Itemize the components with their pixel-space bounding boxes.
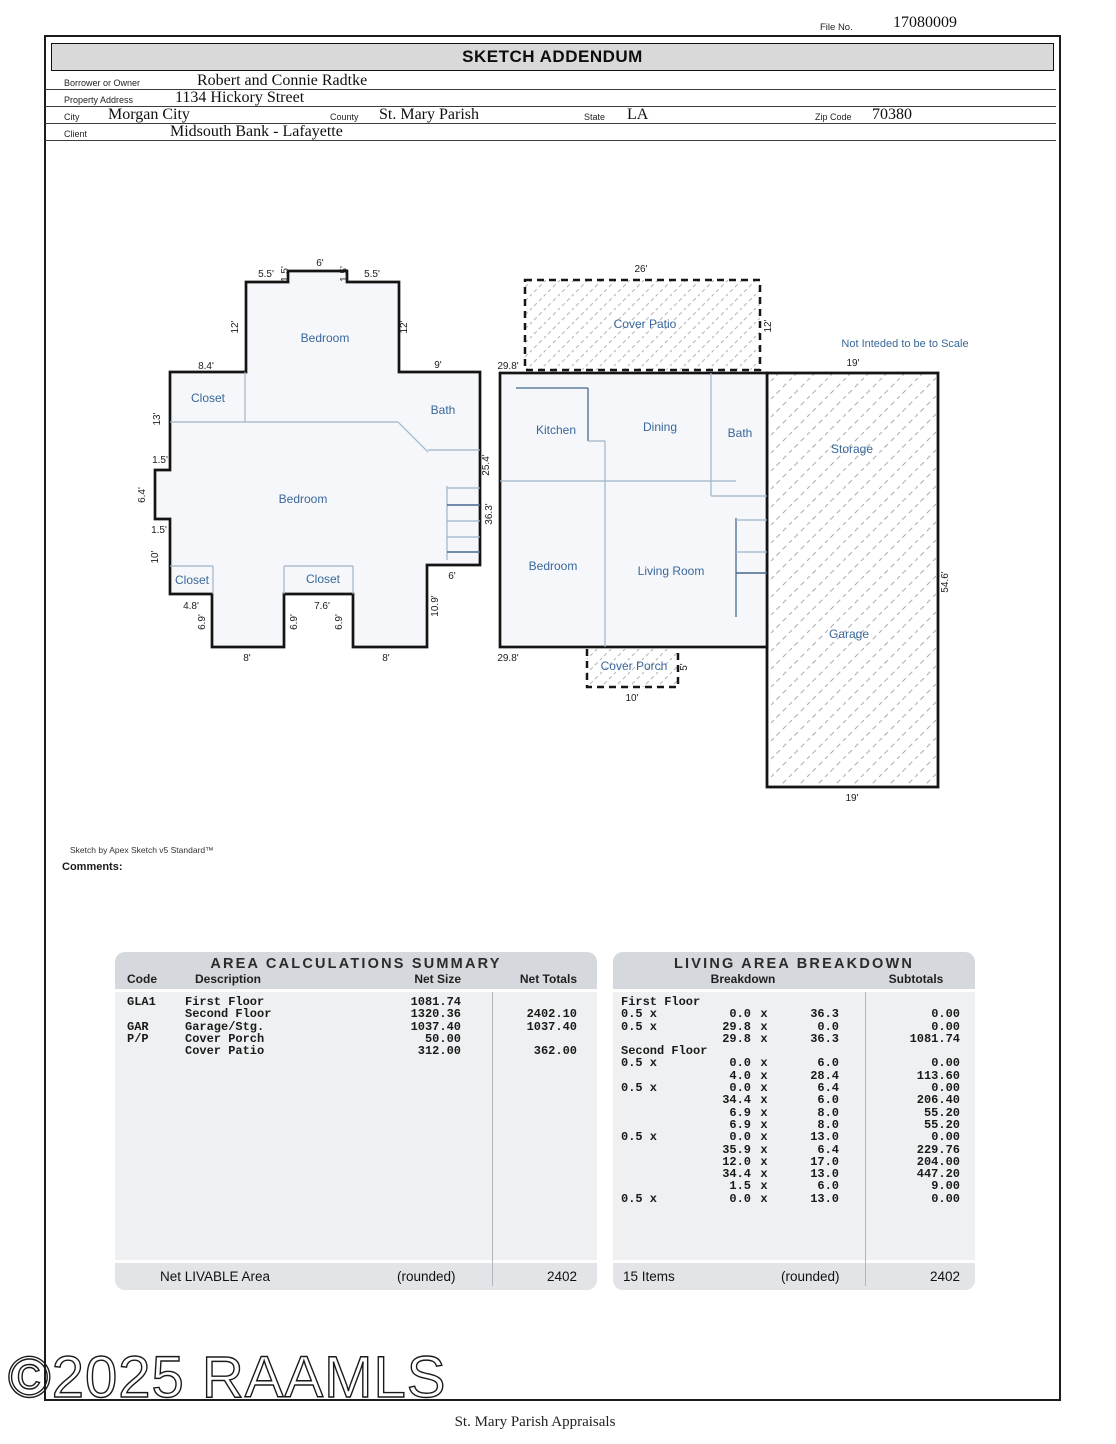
borrower-value: Robert and Connie Radtke (197, 72, 368, 89)
dimension-label: 13' (152, 412, 163, 426)
breakdown-table-row: 6.9 x 8.0 55.20 (729, 1105, 960, 1120)
room-label: Closet (305, 572, 341, 586)
room-label: Cover Porch (600, 659, 668, 673)
breakdown-table-title: LIVING AREA BREAKDOWN (673, 956, 915, 972)
breakdown-table-footer (613, 1263, 975, 1290)
dimension-label: 19' (846, 358, 860, 369)
floor-plan-second-floor (155, 271, 480, 647)
breakdown-table-row: 0.5 x 0.0 x 6.4 0.00 (621, 1081, 960, 1096)
county-value: St. Mary Parish (379, 106, 479, 123)
breakdown-section-header: Second Floor (621, 1044, 708, 1059)
room-label: Bath (727, 426, 753, 440)
page-title: SKETCH ADDENDUM (462, 47, 643, 66)
floor-plan-first-floor (500, 373, 767, 647)
dimension-label: 54.6' (940, 571, 951, 593)
comments-label: Comments: (62, 861, 123, 873)
dimension-label: 1.5' (151, 525, 167, 536)
file-no-label: File No. (820, 22, 853, 33)
dimension-label: 10' (150, 550, 161, 564)
dimension-label: 5.5' (258, 269, 274, 280)
room-label: Cover Patio (613, 317, 677, 331)
dimension-label: 6.9' (197, 614, 208, 630)
area-table-row: GLA1 First Floor 1081.74 (127, 995, 461, 1009)
col-breakdown: Breakdown (710, 972, 776, 986)
borrower-label: Borrower or Owner (64, 78, 141, 88)
area-table-row: GAR Garage/Stg. 1037.40 1037.40 (127, 1019, 577, 1034)
living-area-breakdown-table (613, 952, 975, 1290)
area-calculations-table (115, 952, 597, 1290)
breakdown-total: 2402 (929, 1269, 960, 1284)
dimension-label: 12' (230, 320, 241, 334)
not-to-scale-note: Not Inteded to be to Scale (841, 338, 969, 350)
dimension-label: 6.4' (137, 487, 148, 503)
dimension-label: 4.8' (183, 601, 199, 612)
breakdown-table-row: 35.9 x 6.4 229.76 (722, 1142, 960, 1157)
zip-label: Zip Code (815, 112, 852, 122)
breakdown-table-body (613, 992, 975, 1260)
breakdown-table-row: 1.5 x 6.0 9.00 (729, 1179, 960, 1194)
breakdown-table-row: 0.5 x 0.0 x 36.3 0.00 (621, 1007, 960, 1022)
breakdown-table-row: 0.5 x 0.0 x 13.0 0.00 (621, 1191, 960, 1206)
col-description: Description (195, 972, 262, 986)
dimension-label: 6' (316, 258, 324, 269)
breakdown-table-row: 29.8 x 36.3 1081.74 (722, 1031, 960, 1046)
address-label: Property Address (64, 95, 134, 105)
col-code: Code (127, 972, 157, 986)
items-count: 15 Items (623, 1269, 675, 1284)
client-label: Client (64, 129, 88, 139)
breakdown-table-row: 6.9 x 8.0 55.20 (729, 1117, 960, 1132)
dimension-label: 10' (625, 693, 639, 704)
document-footer: St. Mary Parish Appraisals (454, 1414, 616, 1430)
dimension-label: 19' (845, 793, 859, 804)
rounded-label: (rounded) (397, 1269, 456, 1284)
column-divider (865, 992, 866, 1286)
area-table-footer (115, 1263, 597, 1290)
col-net-totals: Net Totals (519, 972, 577, 986)
room-label: Bath (430, 403, 456, 417)
room-label: Closet (190, 391, 226, 405)
dimension-label: 1.5' (280, 266, 291, 282)
room-label: Storage (830, 442, 874, 456)
dimension-label: 12' (763, 319, 774, 333)
room-label: Bedroom (300, 331, 350, 345)
area-table-title: AREA CALCULATIONS SUMMARY (210, 956, 502, 972)
breakdown-table-row: 0.5 x 29.8 x 0.0 0.00 (621, 1019, 960, 1034)
net-livable-label: Net LIVABLE Area (160, 1269, 271, 1284)
dimension-label: 29.8' (497, 361, 519, 372)
address-value: 1134 Hickory Street (175, 89, 305, 106)
col-subtotals: Subtotals (888, 972, 944, 986)
dimension-label: 5.5' (364, 269, 380, 280)
room-label: Dining (642, 420, 678, 434)
sketch-attribution: Sketch by Apex Sketch v5 Standard™ (70, 845, 214, 855)
dimension-label: 8.4' (198, 361, 214, 372)
room-label: Living Room (637, 564, 705, 578)
breakdown-table-row: 0.5 x 0.0 x 6.0 0.00 (621, 1056, 960, 1071)
city-value: Morgan City (108, 106, 190, 123)
dimension-label: 9' (434, 360, 442, 371)
area-table-row: Cover Patio 312.00 362.00 (185, 1044, 577, 1059)
room-label: Kitchen (535, 423, 577, 437)
breakdown-table-row: 34.4 x 13.0 447.20 (722, 1167, 960, 1182)
dimension-label: 10.9' (430, 595, 441, 617)
dimension-label: 8' (243, 653, 251, 664)
watermark: ©2025 RAAMLS (8, 1345, 447, 1410)
room-label: Bedroom (528, 559, 578, 573)
breakdown-table-row: 12.0 x 17.0 204.00 (722, 1154, 960, 1169)
dimension-label: 5' (679, 663, 690, 671)
area-table-body (115, 992, 597, 1260)
file-no-value: 17080009 (893, 14, 957, 31)
dimension-label: 25.4' (481, 454, 492, 476)
dimension-label: 12' (399, 320, 410, 334)
dimension-label: 7.6' (314, 601, 330, 612)
state-label: State (584, 112, 606, 122)
rounded-label: (rounded) (781, 1269, 840, 1284)
dimension-label: 6' (448, 571, 456, 582)
breakdown-table-row: 0.5 x 0.0 x 13.0 0.00 (621, 1130, 960, 1145)
breakdown-section-header: First Floor (621, 995, 701, 1009)
room-label: Closet (174, 573, 210, 587)
column-divider (492, 992, 493, 1286)
breakdown-table-row: 34.4 x 6.0 206.40 (722, 1093, 960, 1108)
zip-value: 70380 (872, 106, 912, 123)
dimension-label: 1.5' (339, 266, 350, 282)
client-value: Midsouth Bank - Lafayette (170, 123, 343, 140)
dimension-label: 6.9' (334, 614, 345, 630)
dimension-label: 6.9' (289, 614, 300, 630)
area-table-header (115, 952, 597, 989)
breakdown-table-header (613, 952, 975, 989)
room-label: Bedroom (278, 492, 328, 506)
area-table-row: Second Floor 1320.36 2402.10 (185, 1007, 577, 1022)
area-table-row: P/P Cover Porch 50.00 (127, 1031, 461, 1046)
city-label: City (64, 112, 80, 122)
room-label: Garage (828, 627, 870, 641)
dimension-label: 29.8' (497, 653, 519, 664)
net-livable-total: 2402 (546, 1269, 577, 1284)
breakdown-table-row: 4.0 x 28.4 113.60 (729, 1068, 960, 1083)
state-value: LA (627, 106, 649, 123)
dimension-label: 36.3' (484, 503, 495, 525)
dimension-label: 8' (382, 653, 390, 664)
county-label: County (330, 112, 359, 122)
dimension-label: 1.5' (152, 455, 168, 466)
col-net-size: Net Size (414, 972, 461, 986)
dimension-label: 26' (634, 264, 648, 275)
garage-outline (767, 373, 938, 787)
